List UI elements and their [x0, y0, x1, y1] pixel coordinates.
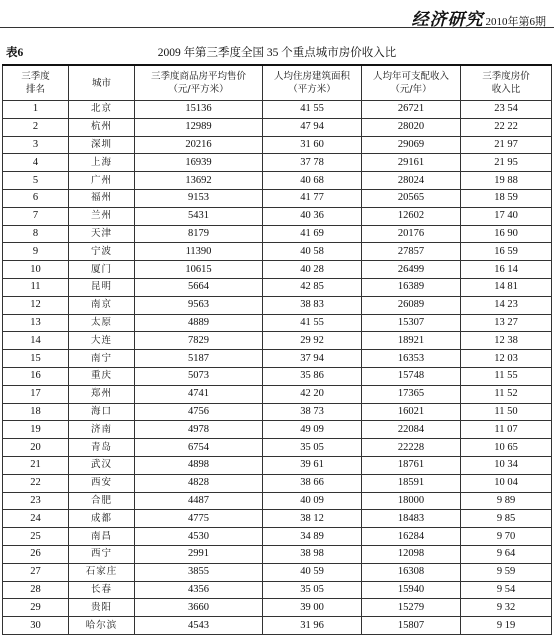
rank-header [3, 65, 69, 101]
table-row [3, 332, 552, 350]
rank-cell: 4 [3, 154, 69, 172]
avg-price-cell: 4487 [135, 492, 263, 510]
table-row [3, 456, 552, 474]
table-title: 2009 年第三季度全国 35 个重点城市房价收入比 [157, 47, 397, 59]
city-cell: 南京 [69, 296, 135, 314]
avg-price-cell: 16939 [135, 154, 263, 172]
ratio-cell: 12 03 [461, 350, 552, 368]
income-cell: 28024 [362, 172, 461, 190]
ratio-cell: 10 65 [461, 439, 552, 457]
living-area-cell: 40 68 [263, 172, 362, 190]
city-cell: 南宁 [69, 350, 135, 368]
avg-price-cell: 3660 [135, 599, 263, 617]
ratio-cell: 11 55 [461, 367, 552, 385]
ratio-cell: 23 54 [461, 101, 552, 119]
header-line: （元/平方米） [168, 84, 229, 95]
rank-cell: 24 [3, 510, 69, 528]
table-row [3, 617, 552, 635]
rank-cell: 19 [3, 421, 69, 439]
table-row [3, 545, 552, 563]
income-cell: 20565 [362, 189, 461, 207]
avg-price-cell: 4741 [135, 385, 263, 403]
table-row [3, 581, 552, 599]
table-caption [0, 44, 554, 58]
income-header [362, 65, 461, 101]
city-cell: 成都 [69, 510, 135, 528]
rank-cell: 18 [3, 403, 69, 421]
ratio-cell: 9 64 [461, 545, 552, 563]
income-cell: 26721 [362, 101, 461, 119]
income-cell: 22228 [362, 439, 461, 457]
ratio-cell: 22 22 [461, 118, 552, 136]
income-cell: 26089 [362, 296, 461, 314]
income-cell: 20176 [362, 225, 461, 243]
income-cell: 16353 [362, 350, 461, 368]
header-line: （平方米） [288, 84, 336, 95]
rank-cell: 28 [3, 581, 69, 599]
avg-price-cell: 9563 [135, 296, 263, 314]
rank-cell: 13 [3, 314, 69, 332]
living-area-cell: 35 05 [263, 581, 362, 599]
header-line: 人均住房建筑面积 [273, 71, 350, 82]
rank-cell: 26 [3, 545, 69, 563]
table-row [3, 385, 552, 403]
city-cell: 郑州 [69, 385, 135, 403]
avg-price-cell: 4889 [135, 314, 263, 332]
ratio-cell: 9 32 [461, 599, 552, 617]
rank-cell: 9 [3, 243, 69, 261]
rank-cell: 27 [3, 563, 69, 581]
city-cell: 武汉 [69, 456, 135, 474]
table-row [3, 189, 552, 207]
rank-cell: 7 [3, 207, 69, 225]
table-row [3, 314, 552, 332]
header-line: 三季度房价 [482, 71, 530, 82]
header-line: 收入比 [491, 84, 521, 95]
ratio-cell: 19 88 [461, 172, 552, 190]
table-row [3, 172, 552, 190]
avg-price-cell: 5073 [135, 367, 263, 385]
city-cell: 深圳 [69, 136, 135, 154]
rank-cell: 2 [3, 118, 69, 136]
avg-price-cell: 4978 [135, 421, 263, 439]
living-area-cell: 40 28 [263, 261, 362, 279]
living-area-cell: 37 78 [263, 154, 362, 172]
income-cell: 15279 [362, 599, 461, 617]
rank-cell: 10 [3, 261, 69, 279]
living-area-cell: 35 05 [263, 439, 362, 457]
rank-cell: 14 [3, 332, 69, 350]
income-cell: 18000 [362, 492, 461, 510]
ratio-cell: 14 23 [461, 296, 552, 314]
ratio-cell: 11 07 [461, 421, 552, 439]
table-row [3, 118, 552, 136]
living-area-cell: 35 86 [263, 367, 362, 385]
income-cell: 28020 [362, 118, 461, 136]
living-area-cell: 38 73 [263, 403, 362, 421]
ratio-cell: 10 34 [461, 456, 552, 474]
ratio-cell: 9 89 [461, 492, 552, 510]
income-cell: 18483 [362, 510, 461, 528]
header-line: （元/年） [390, 84, 432, 95]
rank-cell: 21 [3, 456, 69, 474]
rank-cell: 5 [3, 172, 69, 190]
avg-price-cell: 5431 [135, 207, 263, 225]
ratio-cell: 10 04 [461, 474, 552, 492]
table-row [3, 350, 552, 368]
ratio-cell: 14 81 [461, 278, 552, 296]
ratio-cell: 18 59 [461, 189, 552, 207]
city-cell: 哈尔滨 [69, 617, 135, 635]
city-cell: 南昌 [69, 528, 135, 546]
city-cell: 青岛 [69, 439, 135, 457]
table-body [3, 101, 552, 635]
city-cell: 太原 [69, 314, 135, 332]
rank-cell: 16 [3, 367, 69, 385]
avg-price-cell: 10615 [135, 261, 263, 279]
living-area-cell: 40 09 [263, 492, 362, 510]
ratio-cell: 17 40 [461, 207, 552, 225]
ratio-cell: 16 59 [461, 243, 552, 261]
living-area-cell: 39 00 [263, 599, 362, 617]
living-area-cell: 49 09 [263, 421, 362, 439]
avg-price-cell: 4756 [135, 403, 263, 421]
living-area-cell: 42 85 [263, 278, 362, 296]
table-row [3, 439, 552, 457]
avg-price-cell: 20216 [135, 136, 263, 154]
city-cell: 北京 [69, 101, 135, 119]
living-area-cell: 38 83 [263, 296, 362, 314]
table-row [3, 510, 552, 528]
income-cell: 26499 [362, 261, 461, 279]
income-cell: 12098 [362, 545, 461, 563]
rank-cell: 23 [3, 492, 69, 510]
ratio-cell: 12 38 [461, 332, 552, 350]
income-cell: 15307 [362, 314, 461, 332]
avg-price-cell: 4775 [135, 510, 263, 528]
living-area-cell: 31 96 [263, 617, 362, 635]
living-area-cell: 29 92 [263, 332, 362, 350]
income-cell: 17365 [362, 385, 461, 403]
city-cell: 重庆 [69, 367, 135, 385]
table-row [3, 207, 552, 225]
table-row [3, 243, 552, 261]
city-cell: 宁波 [69, 243, 135, 261]
ratio-cell: 21 95 [461, 154, 552, 172]
header-line: 排名 [25, 84, 45, 95]
table-row [3, 278, 552, 296]
ratio-cell: 16 90 [461, 225, 552, 243]
income-cell: 22084 [362, 421, 461, 439]
table-row [3, 101, 552, 119]
header-rule [0, 27, 554, 28]
header-line: 三季度 [21, 71, 50, 82]
income-cell: 18591 [362, 474, 461, 492]
ratio-cell: 9 54 [461, 581, 552, 599]
table-row [3, 599, 552, 617]
rank-cell: 8 [3, 225, 69, 243]
income-cell: 16308 [362, 563, 461, 581]
avg-price-cell: 5187 [135, 350, 263, 368]
city-cell: 兰州 [69, 207, 135, 225]
living-area-cell: 41 55 [263, 101, 362, 119]
living-area-cell: 40 36 [263, 207, 362, 225]
rank-cell: 3 [3, 136, 69, 154]
income-cell: 18921 [362, 332, 461, 350]
table-header-row [3, 65, 552, 101]
avg-price-cell: 4356 [135, 581, 263, 599]
income-cell: 12602 [362, 207, 461, 225]
page-header [0, 0, 554, 30]
rank-cell: 12 [3, 296, 69, 314]
avg-price-cell: 4543 [135, 617, 263, 635]
rank-cell: 11 [3, 278, 69, 296]
city-cell: 上海 [69, 154, 135, 172]
living-area-cell: 31 60 [263, 136, 362, 154]
header-line: 城市 [91, 77, 111, 89]
income-cell: 29069 [362, 136, 461, 154]
table-row [3, 528, 552, 546]
ratio-header [461, 65, 552, 101]
city-cell: 昆明 [69, 278, 135, 296]
city-cell: 西安 [69, 474, 135, 492]
header-line: 人均年可支配收入 [372, 71, 449, 82]
avg-price-cell: 4530 [135, 528, 263, 546]
table-row [3, 563, 552, 581]
living-area-cell: 41 69 [263, 225, 362, 243]
city-cell: 杭州 [69, 118, 135, 136]
living-area-cell: 41 77 [263, 189, 362, 207]
rank-cell: 15 [3, 350, 69, 368]
table-row [3, 367, 552, 385]
rank-cell: 20 [3, 439, 69, 457]
rank-cell: 6 [3, 189, 69, 207]
city-cell: 厦门 [69, 261, 135, 279]
table-row [3, 225, 552, 243]
avg-price-cell: 3855 [135, 563, 263, 581]
avg-price-cell: 13692 [135, 172, 263, 190]
city-cell: 合肥 [69, 492, 135, 510]
ratio-cell: 13 27 [461, 314, 552, 332]
table-row [3, 296, 552, 314]
rank-cell: 17 [3, 385, 69, 403]
avg-price-cell: 7829 [135, 332, 263, 350]
living-area-cell: 41 55 [263, 314, 362, 332]
living-area-cell: 40 59 [263, 563, 362, 581]
housing-price-income-table [2, 64, 552, 635]
living-area-header [263, 65, 362, 101]
table-row [3, 154, 552, 172]
living-area-cell: 47 94 [263, 118, 362, 136]
city-header [69, 65, 135, 101]
city-cell: 济南 [69, 421, 135, 439]
ratio-cell: 11 50 [461, 403, 552, 421]
avg-price-cell: 4898 [135, 456, 263, 474]
avg-price-cell: 2991 [135, 545, 263, 563]
header-line: 三季度商品房平均售价 [150, 71, 246, 82]
rank-cell: 22 [3, 474, 69, 492]
table-row [3, 492, 552, 510]
income-cell: 18761 [362, 456, 461, 474]
journal-name: 经济研究 [411, 10, 484, 30]
table-row [3, 136, 552, 154]
ratio-cell: 9 70 [461, 528, 552, 546]
city-cell: 西宁 [69, 545, 135, 563]
income-cell: 15940 [362, 581, 461, 599]
table-number: 表6 [6, 47, 24, 59]
ratio-cell: 21 97 [461, 136, 552, 154]
city-cell: 大连 [69, 332, 135, 350]
avg-price-cell: 12989 [135, 118, 263, 136]
living-area-cell: 42 20 [263, 385, 362, 403]
avg-price-cell: 4828 [135, 474, 263, 492]
ratio-cell: 11 52 [461, 385, 552, 403]
rank-cell: 29 [3, 599, 69, 617]
living-area-cell: 40 58 [263, 243, 362, 261]
income-cell: 16021 [362, 403, 461, 421]
income-cell: 16284 [362, 528, 461, 546]
ratio-cell: 9 85 [461, 510, 552, 528]
living-area-cell: 38 12 [263, 510, 362, 528]
rank-cell: 1 [3, 101, 69, 119]
income-cell: 15748 [362, 367, 461, 385]
living-area-cell: 38 66 [263, 474, 362, 492]
avg-price-cell: 9153 [135, 189, 263, 207]
issue-label: 2010年第6期 [485, 16, 546, 28]
city-cell: 海口 [69, 403, 135, 421]
table-row [3, 261, 552, 279]
income-cell: 15807 [362, 617, 461, 635]
rank-cell: 25 [3, 528, 69, 546]
rank-cell: 30 [3, 617, 69, 635]
table-row [3, 421, 552, 439]
city-cell: 天津 [69, 225, 135, 243]
avg-price-cell: 15136 [135, 101, 263, 119]
avg-price-cell: 5664 [135, 278, 263, 296]
ratio-cell: 16 14 [461, 261, 552, 279]
income-cell: 27857 [362, 243, 461, 261]
living-area-cell: 34 89 [263, 528, 362, 546]
avg-price-header [135, 65, 263, 101]
city-cell: 贵阳 [69, 599, 135, 617]
living-area-cell: 38 98 [263, 545, 362, 563]
income-cell: 16389 [362, 278, 461, 296]
table-row [3, 474, 552, 492]
city-cell: 广州 [69, 172, 135, 190]
ratio-cell: 9 59 [461, 563, 552, 581]
avg-price-cell: 8179 [135, 225, 263, 243]
living-area-cell: 37 94 [263, 350, 362, 368]
table-row [3, 403, 552, 421]
living-area-cell: 39 61 [263, 456, 362, 474]
avg-price-cell: 11390 [135, 243, 263, 261]
income-cell: 29161 [362, 154, 461, 172]
ratio-cell: 9 19 [461, 617, 552, 635]
avg-price-cell: 6754 [135, 439, 263, 457]
city-cell: 长春 [69, 581, 135, 599]
city-cell: 石家庄 [69, 563, 135, 581]
city-cell: 福州 [69, 189, 135, 207]
